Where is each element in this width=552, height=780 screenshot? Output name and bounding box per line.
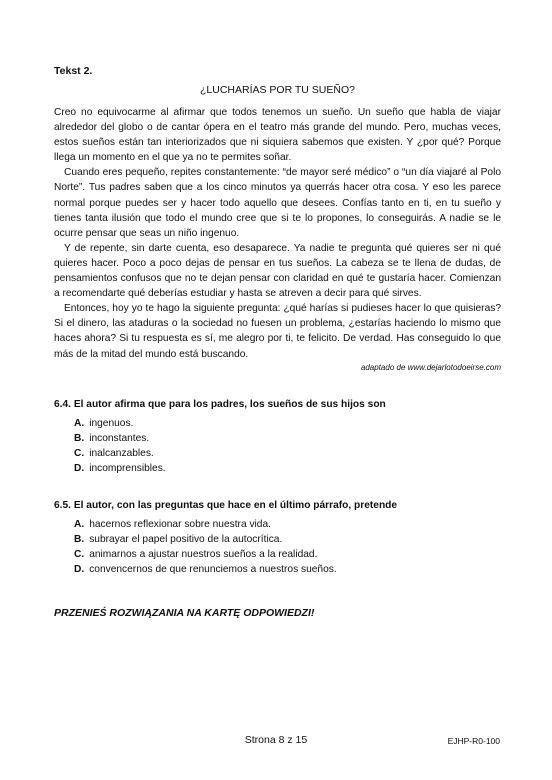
option-text: subrayar el papel positivo de la autocrítica. (89, 534, 283, 545)
option-b[interactable] (54, 431, 501, 446)
exam-code: EJHP-R0-100 (447, 736, 500, 746)
option-d[interactable] (54, 562, 501, 577)
option-letter: D. (74, 463, 85, 474)
option-letter: C. (74, 448, 85, 459)
option-a[interactable] (54, 416, 501, 431)
paragraph-4: Entonces, hoy yo te hago la siguiente pregunta: ¿qué harías si pudieses hacer lo que quisieras? Si el dinero, las ataduras o la sociedad no fuesen un problema, ¿estarías haciendo lo mismo que haces ahora? Si tu respuesta es sí, me alegro por ti, te felicito. De verdad. Has conseguido lo que más de la mitad del mundo está buscando. (54, 303, 501, 360)
question-6-4 (54, 398, 501, 476)
text-title: ¿LUCHARÍAS POR TU SUEÑO? (199, 84, 355, 96)
option-a[interactable] (54, 517, 501, 532)
option-text: inalcanzables. (89, 448, 154, 459)
paragraph-2: Cuando eres pequeño, repites constantemente: “de mayor seré médico” o “un día viajaré al Polo Norte”. Tus padres saben que a los cinco minutos ya querrás hacer otra cosa. Y eso les parece normal porque puedes ser y hacer todo aquello que desees. Confías tanto en ti, en tu sueño y tienes tanta ilusión que todo el mundo cree que si te lo propones, lo conseguirás. A nadie se le ocurre pensar que seas un niño ingenuo. (54, 167, 501, 239)
option-letter: A. (74, 519, 85, 530)
transfer-instruction: PRZENIEŚ ROZWIĄZANIA NA KARTĘ ODPOWIEDZI! (54, 607, 315, 619)
paragraph-1: Creo no equivocarme al afirmar que todos tenemos un sueño. Un sueño que habla de viajar alrededor del globo o de cantar ópera en el teatro más grande del mundo. Pero, muchas veces, estos sueños están tan interiorizados que ni siquiera sabemos que existen. Y ¿por qué? Porque llega un momento en el que ya no te permites soñar. (54, 107, 501, 164)
question-6-5 (54, 499, 501, 577)
paragraph-3: Y de repente, sin darte cuenta, eso desaparece. Ya nadie te pregunta qué quieres ser ni qué quieres hacer. Poco a poco dejas de pensar en tus sueños. La cabeza se te llena de dudas, de pensamientos confusos que no te dejan pensar con claridad en qué te gustaría hacer. Comienzan a recomendarte qué deberías estudiar y hasta se atreven a decir para qué sirves. (54, 242, 501, 300)
option-letter: C. (74, 549, 85, 560)
option-b[interactable] (54, 532, 501, 547)
option-c[interactable] (54, 547, 501, 562)
option-text: inconstantes. (89, 433, 150, 444)
text-label: Tekst 2. (54, 65, 93, 77)
text-source: adaptado de www.dejarlotodoeirse.com (360, 362, 501, 372)
option-text: animarnos a ajustar nuestros sueños a la realidad. (89, 549, 318, 560)
question-head: 6.5. El autor, con las preguntas que hace en el último párrafo, pretende (54, 500, 398, 511)
page-number: Strona 8 z 15 (244, 734, 308, 746)
option-c[interactable] (54, 446, 501, 461)
question-head: 6.4. El autor afirma que para los padres, los sueños de sus hijos son (54, 399, 386, 410)
option-letter: B. (74, 534, 85, 545)
option-d[interactable] (54, 461, 501, 476)
option-letter: B. (74, 433, 85, 444)
option-text: hacernos reflexionar sobre nuestra vida. (89, 519, 271, 530)
option-text: convencernos de que renunciemos a nuestros sueños. (89, 564, 337, 575)
option-letter: D. (74, 564, 85, 575)
reading-text (54, 65, 501, 374)
option-letter: A. (74, 418, 85, 429)
option-text: ingenuos. (89, 418, 134, 429)
option-text: incomprensibles. (89, 463, 166, 474)
